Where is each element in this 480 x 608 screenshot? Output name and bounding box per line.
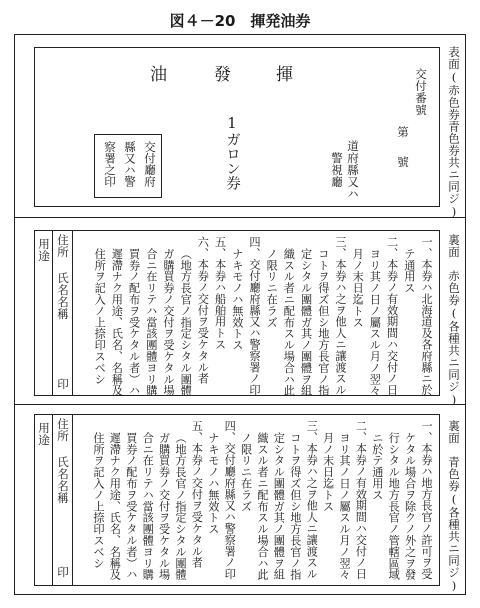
back-blue-clause-line: ガ購買券ノ交付ヲ受ケタル場 bbox=[157, 432, 171, 581]
back-red-clause-line: ヨリ其ノ日ノ屬スル月ノ翌々 bbox=[368, 248, 382, 397]
back-blue-field-usage: 用途 bbox=[37, 422, 51, 446]
serial-go: 號 bbox=[396, 156, 410, 168]
back-red-side-label: 裏面 赤色券(各種共ニ同ジ) bbox=[447, 234, 461, 407]
back-blue-clause-line: 定シタル團體ガ其ノ團體ヲ組 bbox=[272, 432, 286, 581]
back-blue-clause-line: 二、本券ノ有效期間ハ交付ノ日 bbox=[354, 420, 368, 580]
back-blue-clause-line: 月ノ末日迄トス bbox=[321, 432, 335, 512]
stamp-line-1: 交付廳府 bbox=[143, 141, 157, 187]
back-red-col-line-1 bbox=[52, 230, 53, 396]
back-blue-clause-line: 行シタル地方長官ノ管轄區域 bbox=[387, 432, 401, 581]
back-red-clause-line: ガ購買券ノ交付ヲ受ケタル場 bbox=[162, 248, 175, 397]
issuer-line-2: 警視廳 bbox=[330, 152, 344, 188]
back-blue-field-address: 住所 bbox=[56, 418, 70, 442]
back-red-clause-line: 合ニ在リテハ當該團體ヨリ購 bbox=[144, 248, 158, 397]
back-red-field-address: 住所 bbox=[56, 234, 70, 258]
figure-title: 図４－20 揮発油券 bbox=[169, 12, 311, 30]
back-red-clause-line: 買券ノ配布ヲ受ケタル者）ハ bbox=[127, 248, 141, 397]
back-blue-clause-line: 住所ヲ記入ノ上捺印スベシ bbox=[92, 432, 105, 569]
back-blue-clause-line: ナキモノハ無效トス bbox=[206, 432, 220, 535]
back-red-clause-line: ナキモノハ無效トス bbox=[230, 248, 244, 351]
back-blue-clause-line: 織スル者ニ配布スル場合ハ此 bbox=[256, 432, 269, 581]
back-red-clause-line: 織スル者ニ配布スル場合ハ此 bbox=[282, 248, 296, 397]
back-blue-clause-line: 一、本券ハ地方長官ノ許可ヲ受 bbox=[420, 420, 433, 580]
back-blue-side-label: 裏面 青色券(各種共ニ同ジ) bbox=[447, 420, 461, 593]
brand-char-1: 油 bbox=[150, 65, 167, 85]
section-divider-1 bbox=[14, 217, 466, 218]
back-red-clause-line: コトヲ得ズ但シ地方長官ノ指 bbox=[316, 248, 330, 397]
back-red-clause-line: 遲滯ナク用途、氏名、名稱及 bbox=[110, 248, 124, 397]
issuer-stamp-box bbox=[94, 134, 162, 198]
back-red-clause-line: 六、本券ノ交付ヲ受ケタル者 bbox=[196, 236, 210, 385]
back-blue-clause-line: コトヲ得ズ但シ地方長官ノ指 bbox=[288, 432, 302, 581]
back-red-clause-line: 住所ヲ記入ノ上捺印スベシ bbox=[93, 248, 107, 385]
back-red-clause-line: 五、本券ハ船舶用トス bbox=[213, 236, 227, 350]
stamp-line-3: 察署之印 bbox=[103, 141, 117, 187]
back-red-field-name: 氏名名稱 bbox=[56, 272, 70, 320]
back-blue-clause-line: 合ニ在リテハ當該團體ヨリ購 bbox=[141, 432, 155, 581]
back-blue-clause-line: 買券ノ配布ヲ受ケタル者）ハ bbox=[124, 432, 138, 581]
back-red-clause-line: ノ限リニ在ラズ bbox=[265, 248, 279, 328]
brand-char-3: 揮 bbox=[276, 65, 293, 85]
back-red-field-usage: 用途 bbox=[37, 238, 51, 262]
back-blue-col-line-2 bbox=[72, 414, 73, 586]
back-red-clause-line: 二、本券ノ有效期間ハ交付ノ日 bbox=[385, 236, 399, 396]
stamp-line-2: 縣又ハ警 bbox=[123, 141, 137, 187]
back-blue-clause-line: 四、交付廳府縣又ハ警察署ノ印 bbox=[223, 420, 237, 580]
back-blue-clause-line: 五、本券ノ交付ヲ受ケタル者 bbox=[190, 420, 204, 569]
back-blue-field-seal: 印 bbox=[56, 566, 70, 578]
back-blue-col-line-1 bbox=[52, 414, 53, 586]
back-red-clause-line: 一、本券ハ北海道及各府縣ニ於 bbox=[420, 236, 433, 396]
back-red-clause-line: 三、本券ハ之ヲ他人ニ讓渡スル bbox=[334, 236, 347, 396]
brand-char-2: 發 bbox=[214, 65, 231, 85]
serial-dai: 第 bbox=[396, 126, 410, 138]
issuer-line-1: 道府縣又ハ bbox=[346, 140, 360, 200]
back-blue-clause-line: （地方長官ノ指定シタル團體 bbox=[174, 432, 187, 581]
back-red-clause-line: 四、交付廳府縣又ハ警察署ノ印 bbox=[248, 236, 261, 396]
back-red-clause-line: テ通用ス bbox=[402, 248, 416, 294]
back-blue-clause-line: ケタル場合ヲ除クノ外之ヲ發 bbox=[403, 432, 417, 581]
back-red-clause-line: 月ノ末日迄トス bbox=[351, 248, 365, 328]
back-red-clause-line: 定シタル團體ガ其ノ團體ヲ組 bbox=[299, 248, 313, 397]
back-blue-clause-line: ヨリ其ノ日ノ屬スル月ノ翌々 bbox=[338, 432, 351, 581]
back-blue-clause-line: ノ限リニ在ラズ bbox=[239, 432, 253, 512]
back-red-col-line-2 bbox=[72, 230, 73, 396]
section-divider-2 bbox=[14, 404, 466, 405]
back-blue-clause-line: ニ於テ通用ス bbox=[370, 432, 384, 501]
back-red-clause-line: （地方長官ノ指定シタル團體 bbox=[179, 248, 193, 397]
serial-label: 交付番號 bbox=[414, 68, 428, 116]
back-blue-clause-line: 三、本券ハ之ヲ他人ニ讓渡スル bbox=[305, 420, 319, 580]
amount-label: 1ガロン券 bbox=[224, 116, 240, 190]
back-blue-field-name: 氏名名稱 bbox=[56, 456, 70, 504]
front-side-label: 表面(赤色券青色券共ニ同ジ) bbox=[447, 46, 461, 219]
back-red-field-seal: 印 bbox=[56, 378, 70, 390]
back-blue-clause-line: 遲滯ナク用途、氏名、名稱及 bbox=[108, 432, 122, 581]
